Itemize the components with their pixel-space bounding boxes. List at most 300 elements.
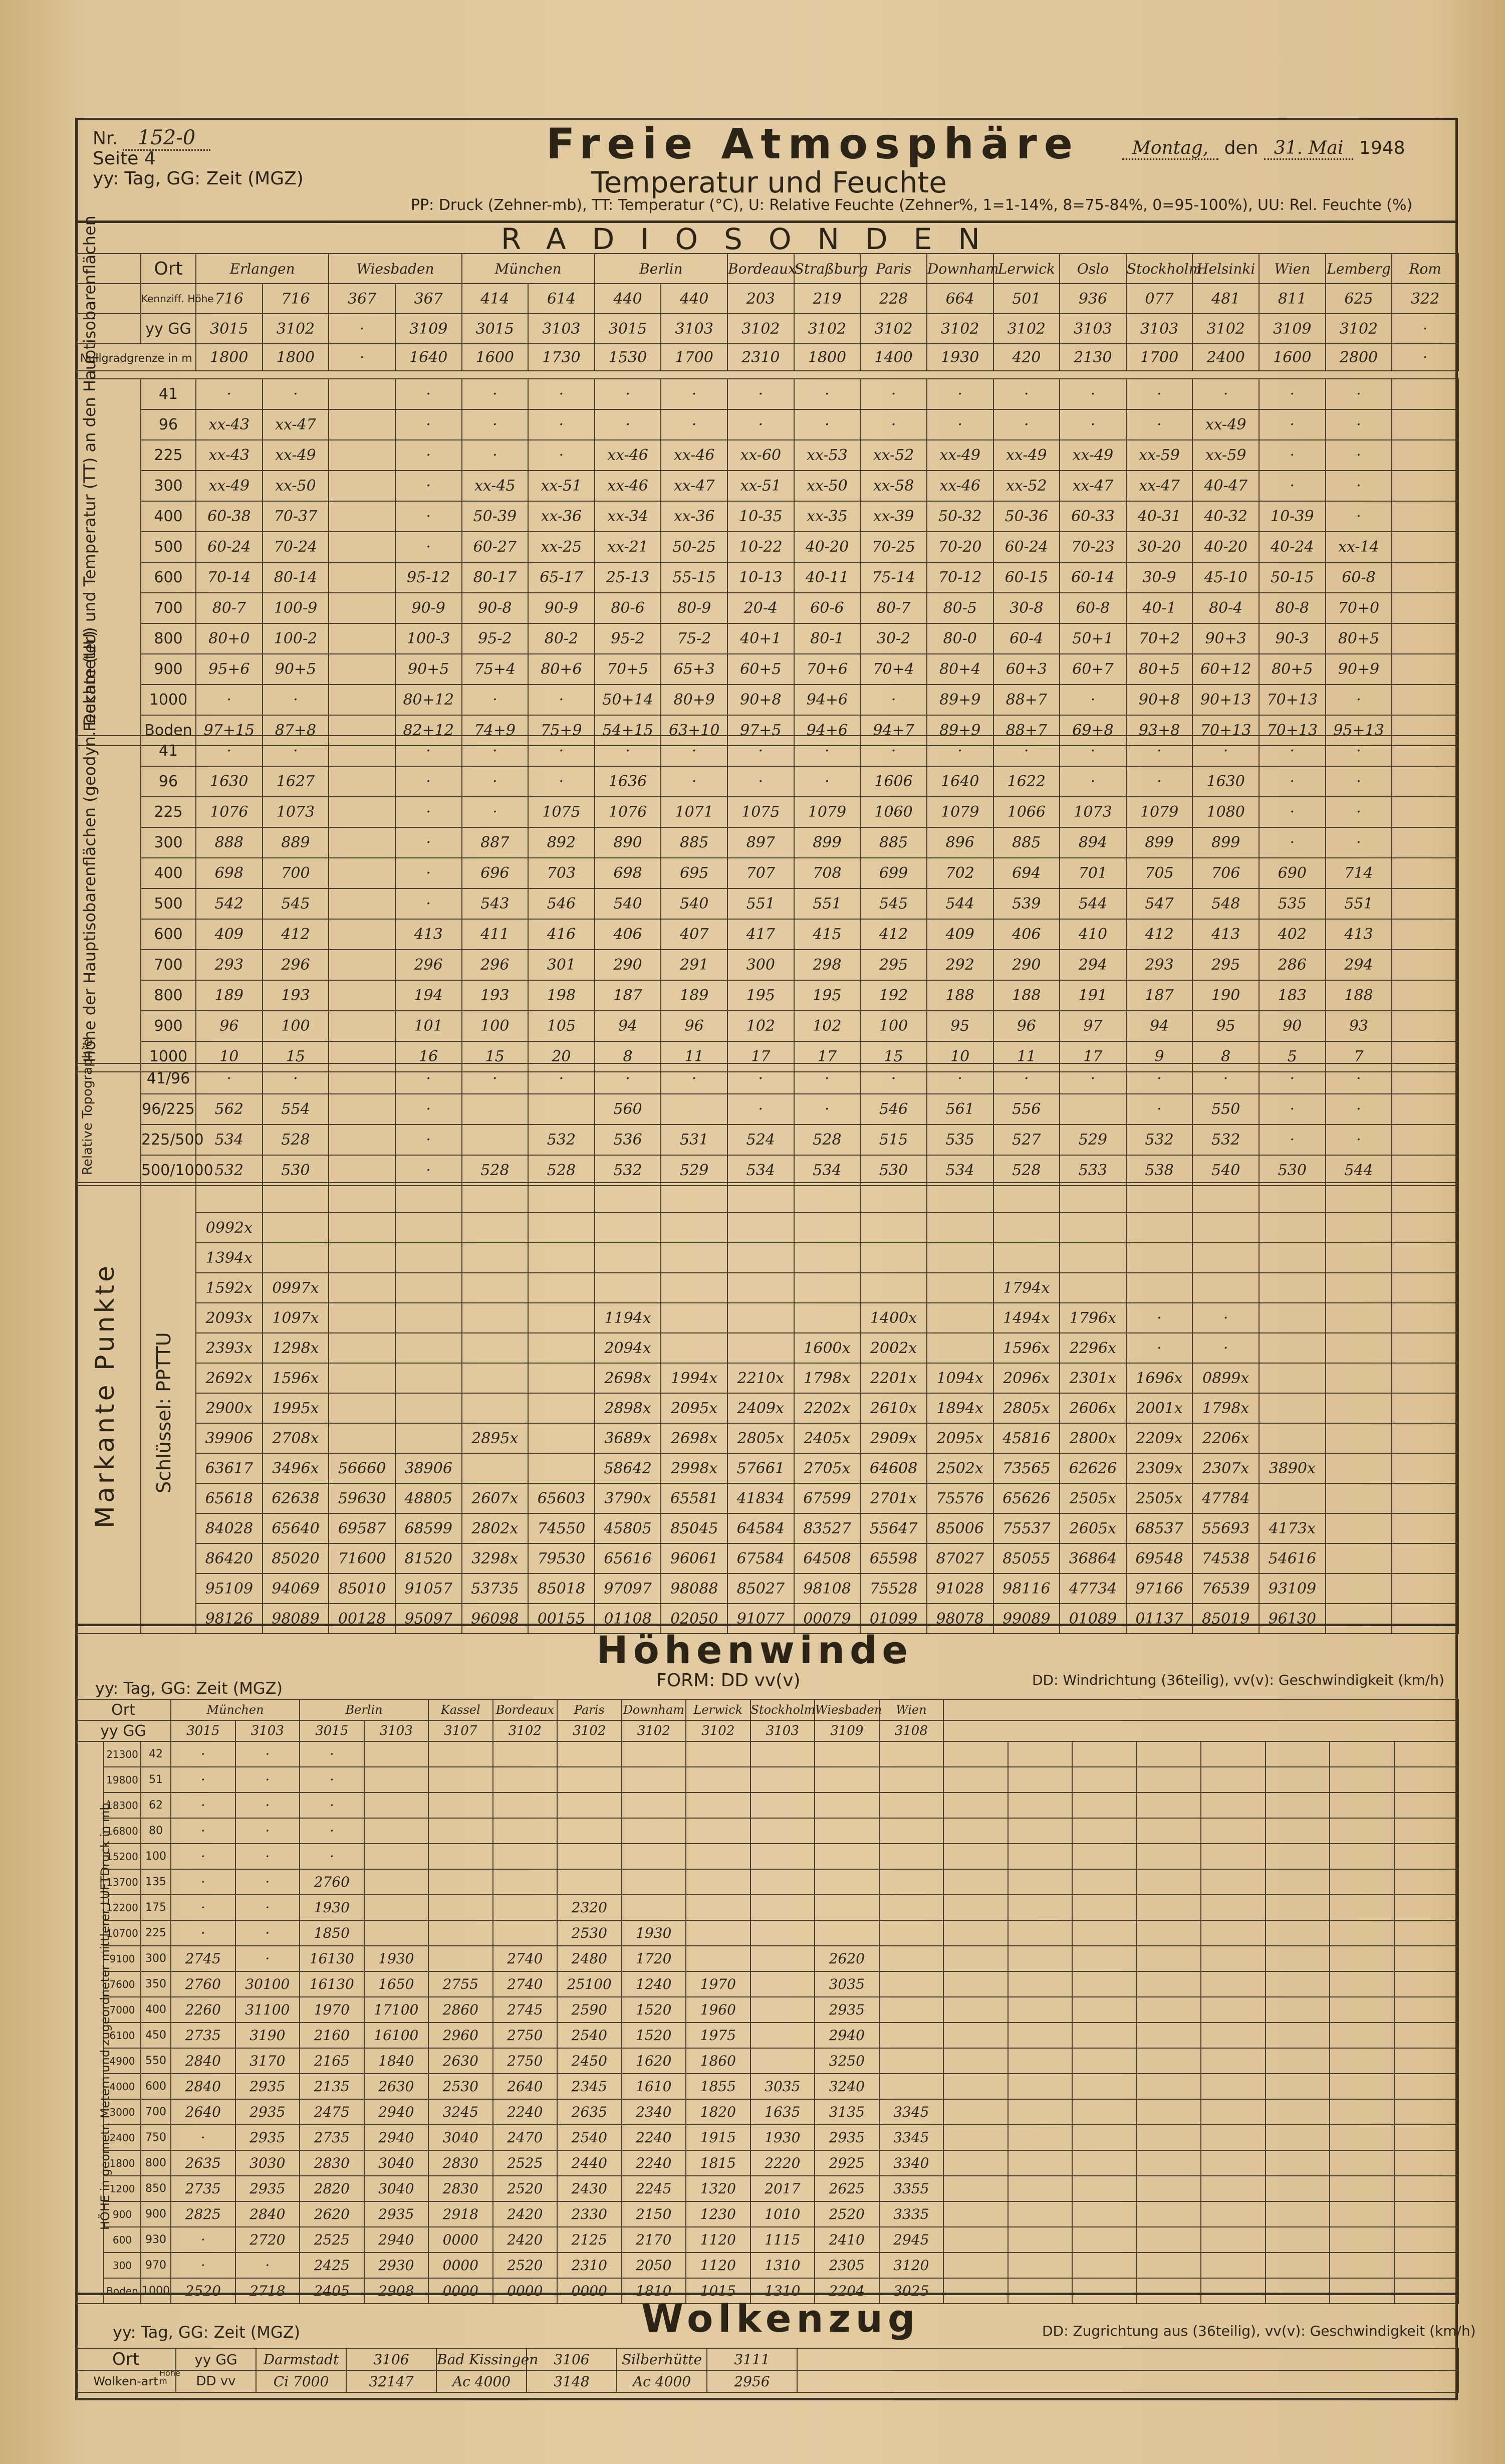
markante-cell — [1392, 1423, 1458, 1453]
data-cell: 1071 — [661, 797, 727, 827]
wind-cell: 3035 — [815, 1971, 879, 1997]
markante-cell: 54616 — [1259, 1543, 1326, 1574]
table-cell — [1137, 2201, 1201, 2227]
data-cell: 90+5 — [263, 654, 329, 685]
markante-cell — [329, 1363, 395, 1393]
markante-cell: 55693 — [1192, 1513, 1259, 1543]
markante-cell: 62626 — [1060, 1453, 1126, 1483]
yygg-value: 3103 — [1126, 314, 1193, 344]
data-cell: 70+0 — [1326, 593, 1392, 623]
markante-cell — [528, 1393, 595, 1423]
topo-side-label: Relative Topographie — [80, 1038, 95, 1175]
data-cell: · — [794, 736, 861, 766]
wind-cell — [750, 1971, 815, 1997]
table-cell — [1072, 2125, 1137, 2150]
hoehe-label: 10700 — [104, 1920, 141, 1946]
table-cell — [1072, 2278, 1137, 2304]
nullgrad-row — [76, 344, 1458, 371]
wolkenzug-dd-key: DD: Zugrichtung aus (36teilig), vv(v): Geschwindigkeit (km/h) — [1042, 2323, 1476, 2339]
station-name: Wien — [1259, 254, 1326, 284]
wind-cell: 2310 — [557, 2253, 622, 2278]
wind-cell: 1975 — [686, 2023, 750, 2048]
data-cell: 417 — [727, 919, 794, 950]
table-cell — [1072, 2023, 1137, 2048]
wolken-art: Ac — [632, 2373, 651, 2390]
wind-cell: 2718 — [235, 2278, 300, 2304]
data-cell: · — [1192, 379, 1259, 409]
wind-cell: 16130 — [300, 1946, 364, 1971]
data-cell — [1392, 950, 1458, 980]
markante-cell: 86420 — [196, 1543, 263, 1574]
markante-cell: 2800x — [1060, 1423, 1126, 1453]
table-cell — [1394, 2201, 1459, 2227]
markante-cell: 01089 — [1060, 1604, 1126, 1634]
table-cell — [1201, 2074, 1266, 2099]
ort-label: Ort — [141, 254, 196, 284]
markante-cell: 2898x — [595, 1393, 661, 1423]
wind-cell: 2240 — [622, 2150, 686, 2176]
wind-cell: · — [235, 1741, 300, 1767]
wind-cell: 2590 — [557, 1997, 622, 2023]
mb-label: 1000 — [141, 2278, 171, 2304]
wind-cell: 2935 — [815, 1997, 879, 2023]
data-cell: 534 — [794, 1155, 861, 1186]
mb-label: 700 — [141, 2099, 171, 2125]
wind-cell: 1960 — [686, 1997, 750, 2023]
markante-key-label: Schlüssel: PPTTU — [153, 1332, 175, 1493]
wind-cell — [493, 1818, 558, 1844]
table-cell — [1330, 2201, 1394, 2227]
nullgrad-value: 1600 — [1259, 344, 1326, 371]
wind-cell: 2935 — [235, 2099, 300, 2125]
data-cell: 80-2 — [528, 623, 595, 654]
wind-cell — [428, 1741, 493, 1767]
data-cell: 188 — [1326, 980, 1392, 1011]
markante-cell: 2998x — [661, 1453, 727, 1483]
table-cell — [1394, 1767, 1459, 1793]
data-cell: 100-2 — [263, 623, 329, 654]
markante-row — [76, 1453, 1458, 1483]
markante-cell: 2393x — [196, 1333, 263, 1363]
markante-row — [76, 1574, 1458, 1604]
data-cell: 50+14 — [595, 685, 661, 715]
markante-cell — [1392, 1604, 1458, 1634]
data-cell: 90-9 — [528, 593, 595, 623]
markante-cell: · — [1192, 1333, 1259, 1363]
data-cell: · — [462, 440, 529, 471]
data-cell: 80-9 — [661, 593, 727, 623]
mb-label: 930 — [141, 2227, 171, 2253]
markante-cell: 0899x — [1192, 1363, 1259, 1393]
wind-cell — [815, 1895, 879, 1920]
data-cell: · — [462, 379, 529, 409]
data-cell: 65+3 — [661, 654, 727, 685]
wind-row — [76, 2201, 1458, 2227]
markante-row — [76, 1423, 1458, 1453]
markante-cell: 91028 — [927, 1574, 993, 1604]
table-cell — [1330, 2074, 1394, 2099]
data-cell: 550 — [1192, 1094, 1259, 1125]
wind-cell — [879, 1997, 944, 2023]
data-cell — [329, 654, 395, 685]
data-row — [76, 736, 1458, 766]
data-cell: · — [395, 409, 462, 440]
data-cell: 60-15 — [993, 562, 1060, 593]
wind-cell: 2745 — [171, 1946, 235, 1971]
yygg-value: 3102 — [263, 314, 329, 344]
wind-cell: 2260 — [171, 1997, 235, 2023]
wind-cell: 2420 — [493, 2227, 558, 2253]
wind-cell: 2935 — [815, 2125, 879, 2150]
data-cell: · — [1326, 379, 1392, 409]
data-cell: 286 — [1259, 950, 1326, 980]
feuchte-temp-table — [75, 378, 1459, 746]
data-cell: 70+2 — [1126, 623, 1193, 654]
wind-cell: 2635 — [171, 2150, 235, 2176]
data-cell: 40-24 — [1259, 532, 1326, 562]
wind-row — [76, 1997, 1458, 2023]
wind-cell: 1855 — [686, 2074, 750, 2099]
date-box — [1122, 138, 1405, 158]
data-cell — [1392, 858, 1458, 888]
markante-cell — [1392, 1183, 1458, 1213]
level-label: 300 — [141, 827, 196, 858]
markante-cell — [395, 1183, 462, 1213]
markante-cell: 58642 — [595, 1453, 661, 1483]
data-cell: 1075 — [727, 797, 794, 827]
table-cell — [1008, 2253, 1073, 2278]
markante-cell — [993, 1183, 1060, 1213]
wind-cell: 2525 — [493, 2150, 558, 2176]
data-cell: 20-4 — [727, 593, 794, 623]
wind-cell: 3135 — [815, 2099, 879, 2125]
data-cell: 888 — [196, 827, 263, 858]
markante-cell — [329, 1183, 395, 1213]
wind-cell: 25100 — [557, 1971, 622, 1997]
table-cell — [1394, 2227, 1459, 2253]
wind-cell: 2755 — [428, 1971, 493, 1997]
table-cell — [943, 1844, 1008, 1869]
markante-cell: 95109 — [196, 1574, 263, 1604]
markante-cell — [1326, 1183, 1392, 1213]
station-name: Paris — [860, 254, 927, 284]
data-cell: 885 — [661, 827, 727, 858]
code-row — [76, 284, 1458, 314]
data-cell: 540 — [595, 888, 661, 919]
data-cell: 1630 — [1192, 766, 1259, 797]
hoehe-label: 3000 — [104, 2099, 141, 2125]
data-cell — [1392, 440, 1458, 471]
markante-cell: 96061 — [661, 1543, 727, 1574]
table-cell — [1394, 1818, 1459, 1844]
markante-cell: 74538 — [1192, 1543, 1259, 1574]
wind-cell — [364, 1895, 429, 1920]
markante-cell: 74550 — [528, 1513, 595, 1543]
data-cell: 529 — [1060, 1125, 1126, 1155]
hoehe-side-label: Höhe der Hauptisobarenflächen (geodyn. Dekameter) — [80, 630, 99, 1062]
wind-cell: 2320 — [557, 1895, 622, 1920]
data-cell: xx-52 — [860, 440, 927, 471]
markante-cell — [462, 1183, 529, 1213]
wind-time: 3109 — [815, 1720, 879, 1741]
markante-cell — [860, 1183, 927, 1213]
wind-cell: 3190 — [235, 2023, 300, 2048]
wolken-time: 3106 — [527, 2348, 617, 2370]
wind-cell: 2345 — [557, 2074, 622, 2099]
wind-cell: 2940 — [815, 2023, 879, 2048]
wind-cell: 2630 — [364, 2074, 429, 2099]
markante-row — [76, 1543, 1458, 1574]
wind-cell: 1840 — [364, 2048, 429, 2074]
yygg-label: yy GG — [176, 2348, 256, 2370]
data-cell — [329, 562, 395, 593]
table-cell — [1201, 1844, 1266, 1869]
wind-cell: 2940 — [364, 2099, 429, 2125]
table-cell — [943, 2048, 1008, 2074]
data-cell: 187 — [595, 980, 661, 1011]
table-cell — [1008, 2176, 1073, 2201]
data-cell: 60+12 — [1192, 654, 1259, 685]
yygg-value: · — [329, 314, 395, 344]
data-cell: 556 — [993, 1094, 1060, 1125]
table-cell — [1266, 2099, 1330, 2125]
table-cell — [1008, 2201, 1073, 2227]
data-cell — [1392, 766, 1458, 797]
wind-cell: 2620 — [300, 2201, 364, 2227]
yygg-value: 3103 — [528, 314, 595, 344]
data-cell: · — [860, 1063, 927, 1094]
markante-cell: 75576 — [927, 1483, 993, 1513]
wind-cell — [493, 1741, 558, 1767]
table-cell — [1201, 1997, 1266, 2023]
wind-cell — [622, 1767, 686, 1793]
table-cell — [1137, 2125, 1201, 2150]
data-cell — [462, 1094, 529, 1125]
table-cell — [1266, 1869, 1330, 1895]
data-cell: 80-4 — [1192, 593, 1259, 623]
data-cell: 5 — [1259, 1041, 1326, 1072]
nullgrad-value: 1600 — [462, 344, 529, 371]
data-cell: · — [661, 736, 727, 766]
markante-cell — [1060, 1213, 1126, 1243]
markante-cell: 2296x — [1060, 1333, 1126, 1363]
wind-cell — [622, 1741, 686, 1767]
data-cell: 539 — [993, 888, 1060, 919]
data-cell: · — [927, 736, 993, 766]
data-cell: · — [395, 1155, 462, 1186]
markante-cell: 45805 — [595, 1513, 661, 1543]
data-cell: 402 — [1259, 919, 1326, 950]
table-cell — [1072, 1895, 1137, 1920]
data-cell: · — [1126, 1063, 1193, 1094]
table-cell — [1072, 1971, 1137, 1997]
data-cell: 412 — [860, 919, 927, 950]
legend-text: PP: Druck (Zehner-mb), TT: Temperatur (°C), U: Relative Feuchte (Zehner%, 1=1-14%, 8=75-84%, 0=95-100%), UU: Rel. Feuchte (%) — [411, 196, 1413, 214]
data-cell: · — [1192, 1063, 1259, 1094]
data-cell: 295 — [1192, 950, 1259, 980]
data-cell: xx-36 — [528, 501, 595, 532]
data-cell: 690 — [1259, 858, 1326, 888]
wind-cell: 2750 — [493, 2048, 558, 2074]
table-cell — [1394, 2125, 1459, 2150]
wind-row — [76, 2176, 1458, 2201]
table-cell — [1072, 2253, 1137, 2278]
wind-cell: 2760 — [300, 1869, 364, 1895]
markante-cell: 76539 — [1192, 1574, 1259, 1604]
level-label: 700 — [141, 950, 196, 980]
wind-cell: 1120 — [686, 2253, 750, 2278]
data-cell: 70-20 — [927, 532, 993, 562]
table-cell — [1330, 2099, 1394, 2125]
wind-cell: 2860 — [428, 1997, 493, 2023]
markante-cell — [1326, 1303, 1392, 1333]
level-label: 600 — [141, 562, 196, 593]
wind-cell: 16100 — [364, 2023, 429, 2048]
wind-cell: · — [300, 1793, 364, 1818]
wind-cell — [428, 1844, 493, 1869]
data-cell: · — [395, 440, 462, 471]
hoehenwinde-time-key: yy: Tag, GG: Zeit (MGZ) — [95, 1679, 283, 1698]
data-cell: 60-24 — [993, 532, 1060, 562]
data-row — [76, 1094, 1458, 1125]
data-cell: · — [528, 440, 595, 471]
wind-cell — [428, 1869, 493, 1895]
level-label: 800 — [141, 980, 196, 1011]
data-cell: 528 — [263, 1125, 329, 1155]
wind-cell — [364, 1767, 429, 1793]
data-cell: 1606 — [860, 766, 927, 797]
markante-cell: 55647 — [860, 1513, 927, 1543]
table-cell — [1072, 1946, 1137, 1971]
wind-cell: 2204 — [815, 2278, 879, 2304]
markante-cell — [395, 1393, 462, 1423]
wind-cell: 2908 — [364, 2278, 429, 2304]
wind-row — [76, 1818, 1458, 1844]
markante-cell: 97166 — [1126, 1574, 1193, 1604]
data-cell: 80-17 — [462, 562, 529, 593]
table-cell — [1008, 2278, 1073, 2304]
data-cell: 694 — [993, 858, 1060, 888]
data-cell — [462, 1125, 529, 1155]
data-cell: · — [462, 409, 529, 440]
table-cell — [1394, 1895, 1459, 1920]
markante-cell: 1794x — [993, 1273, 1060, 1303]
markante-cell — [528, 1453, 595, 1483]
data-cell: · — [395, 827, 462, 858]
data-cell: 533 — [1060, 1155, 1126, 1186]
table-cell — [1137, 2099, 1201, 2125]
level-label: 400 — [141, 501, 196, 532]
data-cell — [1392, 593, 1458, 623]
table-cell — [1266, 2278, 1330, 2304]
markante-cell — [1259, 1363, 1326, 1393]
table-cell — [1330, 1920, 1394, 1946]
data-cell: 55-15 — [661, 562, 727, 593]
data-cell: 100 — [263, 1011, 329, 1041]
data-cell: 80-0 — [927, 623, 993, 654]
wind-cell: 1310 — [750, 2278, 815, 2304]
table-cell — [1072, 1793, 1137, 1818]
table-cell — [1137, 2023, 1201, 2048]
data-cell: 530 — [860, 1155, 927, 1186]
wind-cell — [879, 1793, 944, 1818]
markante-cell: 47784 — [1192, 1483, 1259, 1513]
markante-cell: 3496x — [263, 1453, 329, 1483]
header-left — [93, 128, 304, 189]
wolken-ddvv: 2956 — [707, 2370, 797, 2392]
data-cell: 102 — [794, 1011, 861, 1041]
markante-cell: 91057 — [395, 1574, 462, 1604]
markante-cell: 65616 — [595, 1543, 661, 1574]
yygg-value: 3103 — [661, 314, 727, 344]
data-cell — [329, 1155, 395, 1186]
wind-cell — [750, 2023, 815, 2048]
wind-cell: 2165 — [300, 2048, 364, 2074]
wind-cell — [750, 1793, 815, 1818]
markante-cell — [1326, 1574, 1392, 1604]
data-cell: 100 — [462, 1011, 529, 1041]
data-cell: · — [993, 736, 1060, 766]
data-cell: 60-4 — [993, 623, 1060, 654]
markante-cell: 2805x — [727, 1423, 794, 1453]
data-cell: 1076 — [196, 797, 263, 827]
data-cell: 897 — [727, 827, 794, 858]
data-cell: 90+13 — [1192, 685, 1259, 715]
data-cell: 70-25 — [860, 532, 927, 562]
markante-cell: 85027 — [727, 1574, 794, 1604]
data-cell: · — [263, 685, 329, 715]
markante-cell: 2093x — [196, 1303, 263, 1333]
markante-cell: 2001x — [1126, 1393, 1193, 1423]
table-cell — [1394, 1946, 1459, 1971]
table-cell — [1266, 1895, 1330, 1920]
table-cell — [1008, 1971, 1073, 1997]
markante-cell — [329, 1213, 395, 1243]
wind-cell — [428, 1767, 493, 1793]
markante-cell: 91077 — [727, 1604, 794, 1634]
wind-cell: 1930 — [750, 2125, 815, 2150]
data-row — [76, 562, 1458, 593]
data-cell: · — [1326, 1125, 1392, 1155]
data-row — [76, 654, 1458, 685]
markante-cell: 2805x — [993, 1393, 1060, 1423]
wind-row — [76, 1767, 1458, 1793]
data-cell: 96 — [661, 1011, 727, 1041]
table-cell — [1201, 2048, 1266, 2074]
data-cell: 25-13 — [595, 562, 661, 593]
data-cell: 702 — [927, 858, 993, 888]
wind-cell: · — [235, 1869, 300, 1895]
data-cell: · — [1326, 409, 1392, 440]
table-cell — [1201, 1971, 1266, 1997]
mb-label: 550 — [141, 2048, 171, 2074]
hoehe-label: 2400 — [104, 2125, 141, 2150]
markante-cell: 2094x — [595, 1333, 661, 1363]
data-cell — [1392, 685, 1458, 715]
wind-cell: 2940 — [364, 2227, 429, 2253]
data-cell: 80-14 — [263, 562, 329, 593]
table-cell — [1072, 2227, 1137, 2253]
hoehenwinde-table — [75, 1699, 1459, 2304]
wind-cell: 2425 — [300, 2253, 364, 2278]
wind-cell: 0000 — [428, 2278, 493, 2304]
data-cell — [329, 797, 395, 827]
wind-cell: 1850 — [300, 1920, 364, 1946]
mb-label: 600 — [141, 2074, 171, 2099]
markante-cell: 85018 — [528, 1574, 595, 1604]
data-cell — [1392, 623, 1458, 654]
nullgrad-value: 1700 — [661, 344, 727, 371]
